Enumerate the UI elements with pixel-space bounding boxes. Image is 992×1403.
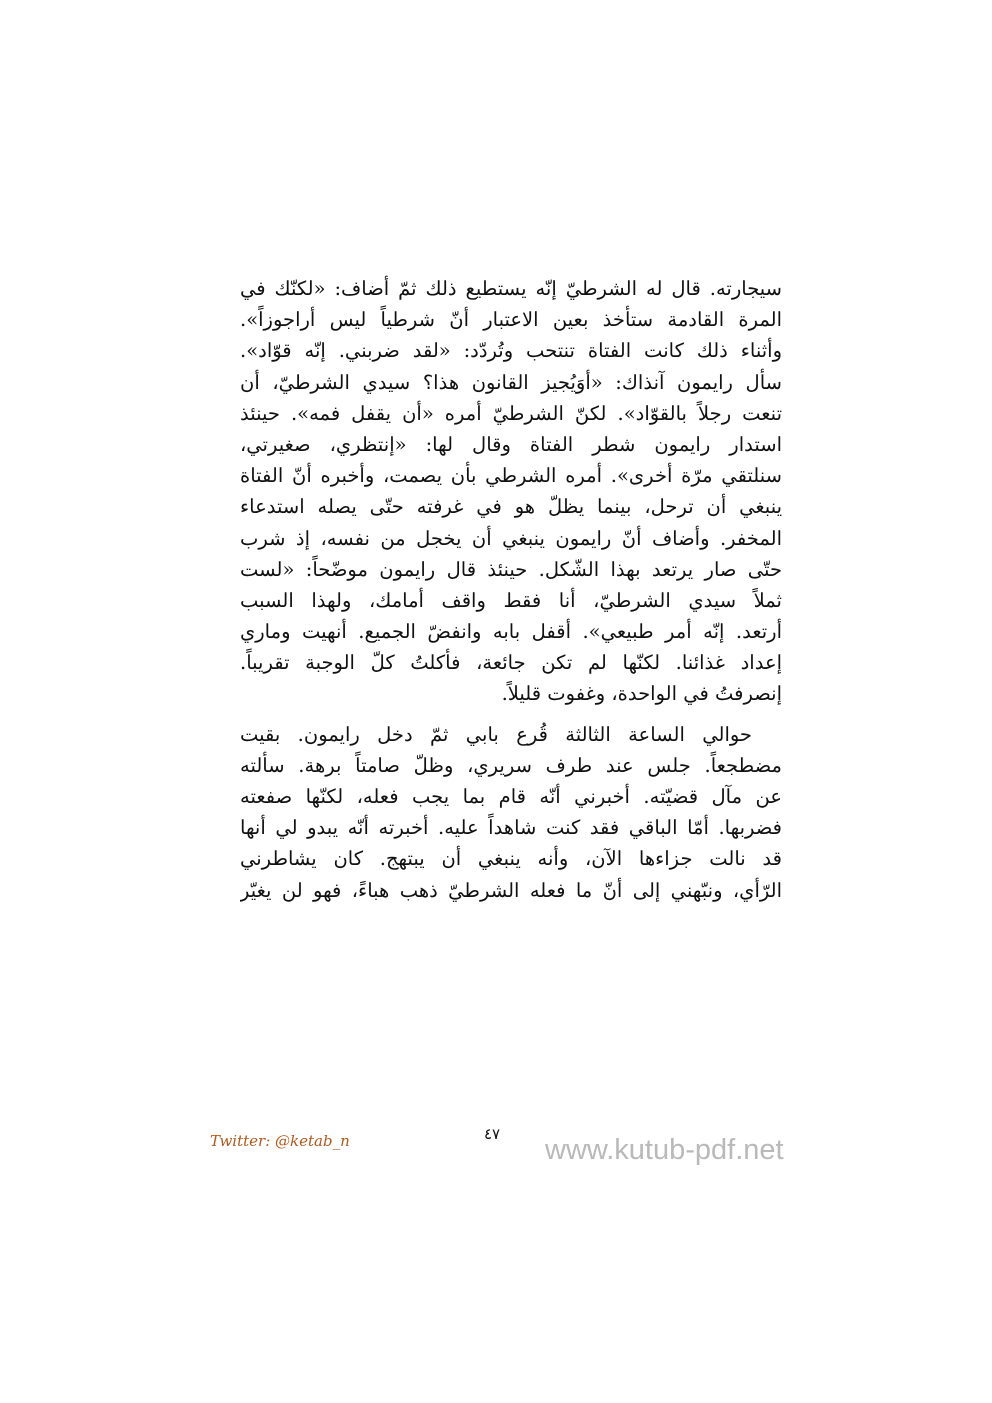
text-line: سيجارته. قال له الشرطيّ إنّه يستطيع ذلك ثمّ أضاف: «لكنّك في: [240, 277, 782, 300]
text-line: سنلتقي مرّة أخرى». أمره الشرطي بأن يصمت، وأخبره أنّ الفتاة: [240, 464, 782, 488]
text-line: حتّى صار يرتعد بهذا الشّكل. حينئذ قال رايمون موضّحاً: «لست: [240, 557, 782, 581]
text-line: وأثناء ذلك كانت الفتاة تنتحب وتُردّد: «لقد ضربني. إنّه قوّاد».: [240, 339, 782, 363]
text-line: المخفر. وأضاف أنّ رايمون ينبغي أن يخجل من نفسه، إذ شرب: [240, 526, 782, 550]
text-line: تنعت رجلاً بالقوّاد». لكنّ الشرطيّ أمره «أن يقفل فمه». حينئذ: [240, 401, 782, 425]
text-line: أرتعد. إنّه أمر طبيعي». أقفل بابه وانفضّ الجميع. أنهيت وماري: [240, 620, 782, 644]
text-line: قد نالت جزاءها الآن، وأنه ينبغي أن يبتهج. كان يشاطرني: [240, 847, 782, 871]
text-line: استدار رايمون شطر الفتاة وقال لها: «إنتظري، صغيرتي،: [240, 432, 782, 456]
text-line: إعداد غذائنا. لكنّها لم تكن جائعة، فأكلتُ كلّ الوجبة تقريباً.: [240, 651, 782, 675]
text-line: ثملاً سيدي الشرطيّ، أنا فقط واقف أمامك، ولهذا السبب: [240, 588, 782, 612]
twitter-handle: Twitter: @ketab_n: [210, 1132, 350, 1150]
page-number: ٤٧: [484, 1125, 501, 1143]
body-text: [240, 273, 782, 906]
text-line: مضطجعاً. جلس عند طرف سريري، وظلّ صامتاً برهة. سألته: [240, 753, 782, 777]
paragraph-2: [240, 719, 782, 906]
text-line: حوالي الساعة الثالثة قُرع بابي ثمّ دخل رايمون. بقيت: [240, 722, 752, 746]
text-line: الرّأي، ونبّهني إلى أنّ ما فعله الشرطيّ ذهب هباءً، فهو لن يغيّر: [240, 878, 782, 902]
text-line: عن مآل قضيّته. أخبرني أنّه قام بما يجب فعله، لكنّها صفعته: [240, 785, 782, 808]
text-line: إنصرفتُ في الواحدة، وغفوت قليلاً.: [501, 682, 782, 706]
text-line: المرة القادمة ستأخذ بعين الاعتبار أنّ شرطياً ليس أراجوزاً».: [240, 308, 782, 332]
text-line: سأل رايمون آنذاك: «أوَيُجيز القانون هذا؟ سيدي الشرطيّ، أن: [240, 370, 782, 394]
text-line: ينبغي أن ترحل، بينما يظلّ هو في غرفته حتّى يصله استدعاء: [240, 495, 782, 519]
text-line: فضربها. أمّا الباقي فقد كنت شاهداً عليه. أخبرته أنّه يبدو لي أنها: [240, 816, 782, 840]
watermark-url: www.kutub-pdf.net: [545, 1134, 784, 1166]
paragraph-1: [240, 273, 782, 710]
